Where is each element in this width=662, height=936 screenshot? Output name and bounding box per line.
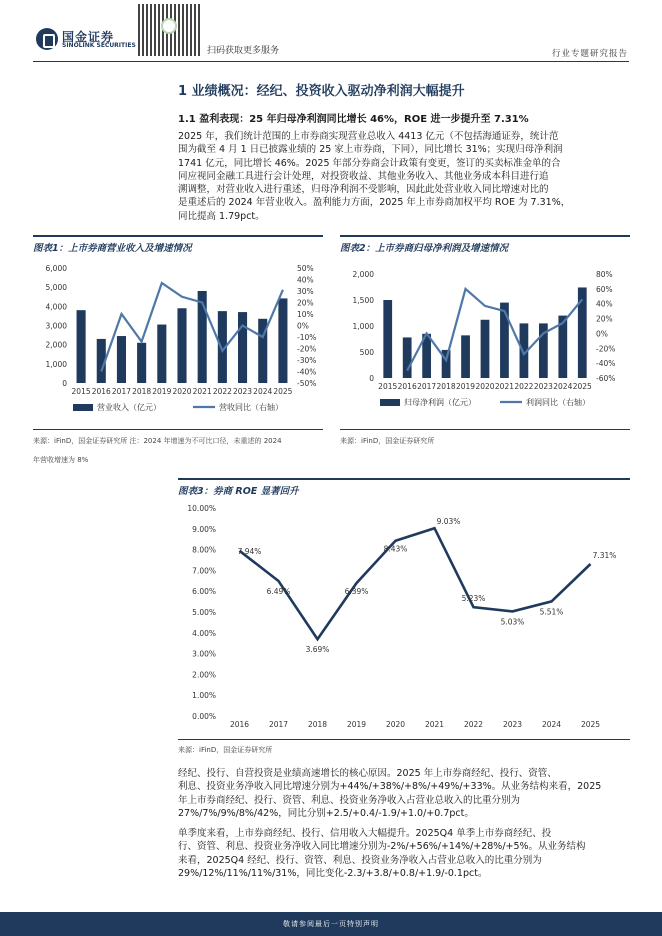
figure1-note: 年营收增速为 8% <box>33 456 89 464</box>
data-label: 5.03% <box>500 617 525 627</box>
figure1-bottom-rule <box>33 429 323 430</box>
data-label: 3.69% <box>305 645 330 655</box>
sinolink-logo-icon <box>36 28 58 50</box>
legend-line-label: 营收同比（右轴） <box>219 403 283 412</box>
x-tick-label: 2015 <box>71 387 91 396</box>
page-header <box>0 0 662 62</box>
y-tick-label: 6,000 <box>45 264 67 273</box>
data-label: 6.49% <box>266 587 291 597</box>
qr-center-logo-icon <box>161 18 177 34</box>
figure3-title: 图表3：券商 ROE 显著回升 <box>178 478 630 496</box>
y2-tick-label: 60% <box>596 284 613 294</box>
figure2-title: 图表2：上市券商归母净利润及增速情况 <box>340 235 630 253</box>
y2-tick-label: -10% <box>297 333 317 342</box>
y2-tick-label: -40% <box>596 359 616 369</box>
y-tick-label: 1,000 <box>352 322 374 331</box>
figure2-bottom-rule <box>340 429 630 430</box>
y-tick-label: 4.00% <box>192 628 216 638</box>
y2-tick-label: 30% <box>297 287 314 296</box>
x-tick-label: 2024 <box>541 720 562 729</box>
x-tick-label: 2016 <box>91 387 111 396</box>
y-tick-label: 5.00% <box>192 608 216 617</box>
paragraph-line: 溯调整，对营业收入进行重述，归母净利润不受影响，因此此处营业收入同比增速对比的 <box>178 184 549 196</box>
x-tick-label: 2024 <box>553 382 573 391</box>
x-tick-label: 2016 <box>397 382 417 391</box>
y-tick-label: 0 <box>62 379 67 388</box>
y-tick-label: 1.00% <box>192 691 216 701</box>
bar <box>461 335 470 378</box>
x-tick-label: 2018 <box>132 387 152 396</box>
x-tick-label: 2022 <box>463 720 484 729</box>
bar <box>117 336 126 383</box>
paragraph-line: 来看，2025Q4 经纪、投行、资管、利息、投资业务净收入占营业总收入的比重分别为 <box>178 854 542 866</box>
paragraph-line: 利息、投资业务净收入同比增速分别为+44%/+38%/+8%/+49%/+33%。从业务结构来看，2025 <box>178 781 602 793</box>
y2-tick-label: 80% <box>596 270 613 279</box>
y2-tick-label: -20% <box>596 344 616 354</box>
y-tick-label: 7.00% <box>192 566 216 576</box>
x-tick-label: 2025 <box>273 387 293 396</box>
legend-bar-label: 归母净利润（亿元） <box>404 398 476 407</box>
growth-line <box>407 289 582 371</box>
data-label: 5.23% <box>461 594 486 604</box>
bar <box>157 325 166 383</box>
figure3-source: 来源：iFinD，国金证券研究所 <box>178 746 273 754</box>
y-tick-label: 1,000 <box>45 359 67 369</box>
bar <box>403 337 412 378</box>
data-label: 8.43% <box>383 544 408 554</box>
y-tick-label: 2,000 <box>352 270 374 279</box>
paragraph-line: 单季度来看，上市券商经纪、投行、信用收入大幅提升。2025Q4 单季上市券商经纪、投 <box>178 828 552 839</box>
paragraph-line: 围为截至 4 月 1 日已披露业绩的 25 家上市券商，下同），同比增长 31%；实现归母净利润 <box>178 144 563 156</box>
bar <box>500 303 509 378</box>
paragraph-business-structure <box>178 767 630 820</box>
bar <box>177 308 186 383</box>
legend-bar-swatch <box>380 399 400 406</box>
paragraph-quarterly <box>178 827 630 880</box>
figure3-bottom-rule <box>178 739 630 740</box>
y-tick-label: 3,000 <box>45 321 67 331</box>
subsection-title: 1.1 盈利表现：25 年归母净利润同比增长 46%，ROE 进一步提升至 7.31% <box>178 114 529 125</box>
bar <box>383 300 392 378</box>
y-tick-label: 4,000 <box>45 302 67 312</box>
bar <box>278 298 287 383</box>
data-label: 6.39% <box>344 587 369 597</box>
logo-name-en: SINOLINK SECURITIES <box>62 42 136 49</box>
paragraph-line: 是重述后的 2024 年营业收入。盈利能力方面，2025 年上市券商加权平均 ROE 为 7.31%， <box>178 197 571 209</box>
paragraph-line: 2025 年，我们统计范围的上市券商实现营业总收入 4413 亿元（不包括海通证券，统计范 <box>178 131 559 142</box>
roe-line <box>237 528 591 639</box>
y2-tick-label: 40% <box>297 275 314 285</box>
x-tick-label: 2016 <box>229 720 250 729</box>
paragraph-line: 27%/7%/9%/8%/42%，同比分别+2.5/+0.4/-1.9/+1.0/+0.7pct。 <box>178 807 474 819</box>
x-tick-label: 2020 <box>385 720 406 729</box>
y2-tick-label: 0% <box>596 329 608 339</box>
y2-tick-label: 50% <box>297 264 314 273</box>
x-tick-label: 2022 <box>212 387 232 396</box>
x-tick-label: 2023 <box>232 387 253 396</box>
x-tick-label: 2021 <box>494 382 515 391</box>
y-tick-label: 3.00% <box>192 649 216 659</box>
x-tick-label: 2022 <box>514 382 534 391</box>
y2-tick-label: 20% <box>596 314 613 324</box>
y-tick-label: 0.00% <box>192 712 216 721</box>
x-tick-label: 2020 <box>475 382 495 391</box>
section-title: 1 业绩概况：经纪、投资收入驱动净利润大幅提升 <box>178 84 465 99</box>
x-tick-label: 2018 <box>307 720 328 729</box>
y2-tick-label: -20% <box>297 344 317 354</box>
y-tick-label: 9.00% <box>192 524 216 534</box>
figure1-title: 图表1：上市券商营业收入及增速情况 <box>33 235 323 253</box>
y2-tick-label: 20% <box>297 298 314 308</box>
paragraph-line: 经纪、投行、自营投资是业绩高速增长的核心原因。2025 年上市券商经纪、投行、资管、 <box>178 768 557 779</box>
y-tick-label: 1,500 <box>352 296 374 305</box>
paragraph-line: 同比提高 1.79pct。 <box>178 210 265 222</box>
bar <box>137 343 146 383</box>
x-tick-label: 2021 <box>424 720 445 729</box>
x-tick-label: 2025 <box>580 720 601 729</box>
y-tick-label: 10.00% <box>187 504 216 513</box>
x-tick-label: 2017 <box>111 387 132 396</box>
paragraph-earnings <box>178 130 630 223</box>
figure1-source: 来源：iFinD，国金证券研究所 注：2024 年增速为不可比口径，未重述的 2024 <box>33 437 282 445</box>
y2-tick-label: -50% <box>297 379 317 388</box>
revenue-chart <box>33 255 323 425</box>
legend-line-label: 利润同比（右轴） <box>526 398 590 407</box>
y2-tick-label: -30% <box>297 356 317 365</box>
paragraph-line: 29%/12%/11%/11%/31%，同比变化-2.3/+3.8/+0.8/+1.9/-0.1pct。 <box>178 867 488 879</box>
y2-tick-label: -60% <box>596 374 616 383</box>
growth-line <box>101 283 283 372</box>
paragraph-line: 年上市券商经纪、投行、资管、利息、投资业务净收入占营业总收入的比重分别为 <box>178 794 521 806</box>
y-tick-label: 0 <box>369 374 374 383</box>
page-footer <box>0 912 662 936</box>
y-tick-label: 2,000 <box>45 340 67 350</box>
legend-bar-label: 营业收入（亿元） <box>97 403 161 412</box>
x-tick-label: 2018 <box>436 382 456 391</box>
x-tick-label: 2020 <box>172 387 192 396</box>
y2-tick-label: 40% <box>596 299 613 309</box>
net-profit-chart <box>340 255 630 425</box>
y-tick-label: 5,000 <box>45 283 67 293</box>
x-tick-label: 2021 <box>192 387 212 396</box>
data-label: 9.03% <box>436 517 461 527</box>
legend-bar-swatch <box>73 404 93 411</box>
paragraph-line: 行、资管、利息、投资业务净收入同比增速分别为-2%/+56%/+14%/+28%/+5%。从业务结构 <box>178 841 586 853</box>
data-label: 5.51% <box>539 607 564 617</box>
report-type-label: 行业专题研究报告 <box>551 49 628 59</box>
x-tick-label: 2025 <box>572 382 592 391</box>
data-label: 7.94% <box>237 546 262 556</box>
paragraph-line: 同应视同金融工具进行会计处理，对投资收益、其他业务收入、其他业务成本科目进行追 <box>178 170 549 182</box>
y2-tick-label: 0% <box>297 321 309 331</box>
x-tick-label: 2023 <box>533 382 553 391</box>
y2-tick-label: -40% <box>297 367 317 377</box>
disclaimer-link[interactable]: 敬请参阅最后一页特别声明 <box>283 920 379 928</box>
x-tick-label: 2017 <box>268 720 289 729</box>
header-divider <box>33 61 629 62</box>
x-tick-label: 2023 <box>502 720 523 729</box>
bar <box>238 312 247 383</box>
y-tick-label: 6.00% <box>192 587 216 597</box>
paragraph-line: 1741 亿元，同比增长 46%。2025 年部分券商会计政策有变更，签订的买卖标准金单的合 <box>178 157 561 169</box>
x-tick-label: 2019 <box>152 387 172 396</box>
x-tick-label: 2019 <box>346 720 367 729</box>
y-tick-label: 2.00% <box>192 670 216 680</box>
x-tick-label: 2015 <box>378 382 398 391</box>
roe-chart <box>178 498 630 738</box>
figure2-source: 来源：iFinD，国金证券研究所 <box>340 437 435 445</box>
x-tick-label: 2024 <box>253 387 273 396</box>
bar <box>481 320 490 378</box>
scan-prompt: 扫码获取更多服务 <box>207 46 280 56</box>
y-tick-label: 500 <box>359 348 374 357</box>
y2-tick-label: 10% <box>297 310 314 319</box>
y-tick-label: 8.00% <box>192 545 216 555</box>
logo-name-cn: 国金证券 <box>62 30 115 44</box>
bar <box>77 310 86 383</box>
data-label: 7.31% <box>592 550 617 560</box>
x-tick-label: 2017 <box>417 382 437 391</box>
x-tick-label: 2019 <box>455 382 476 391</box>
